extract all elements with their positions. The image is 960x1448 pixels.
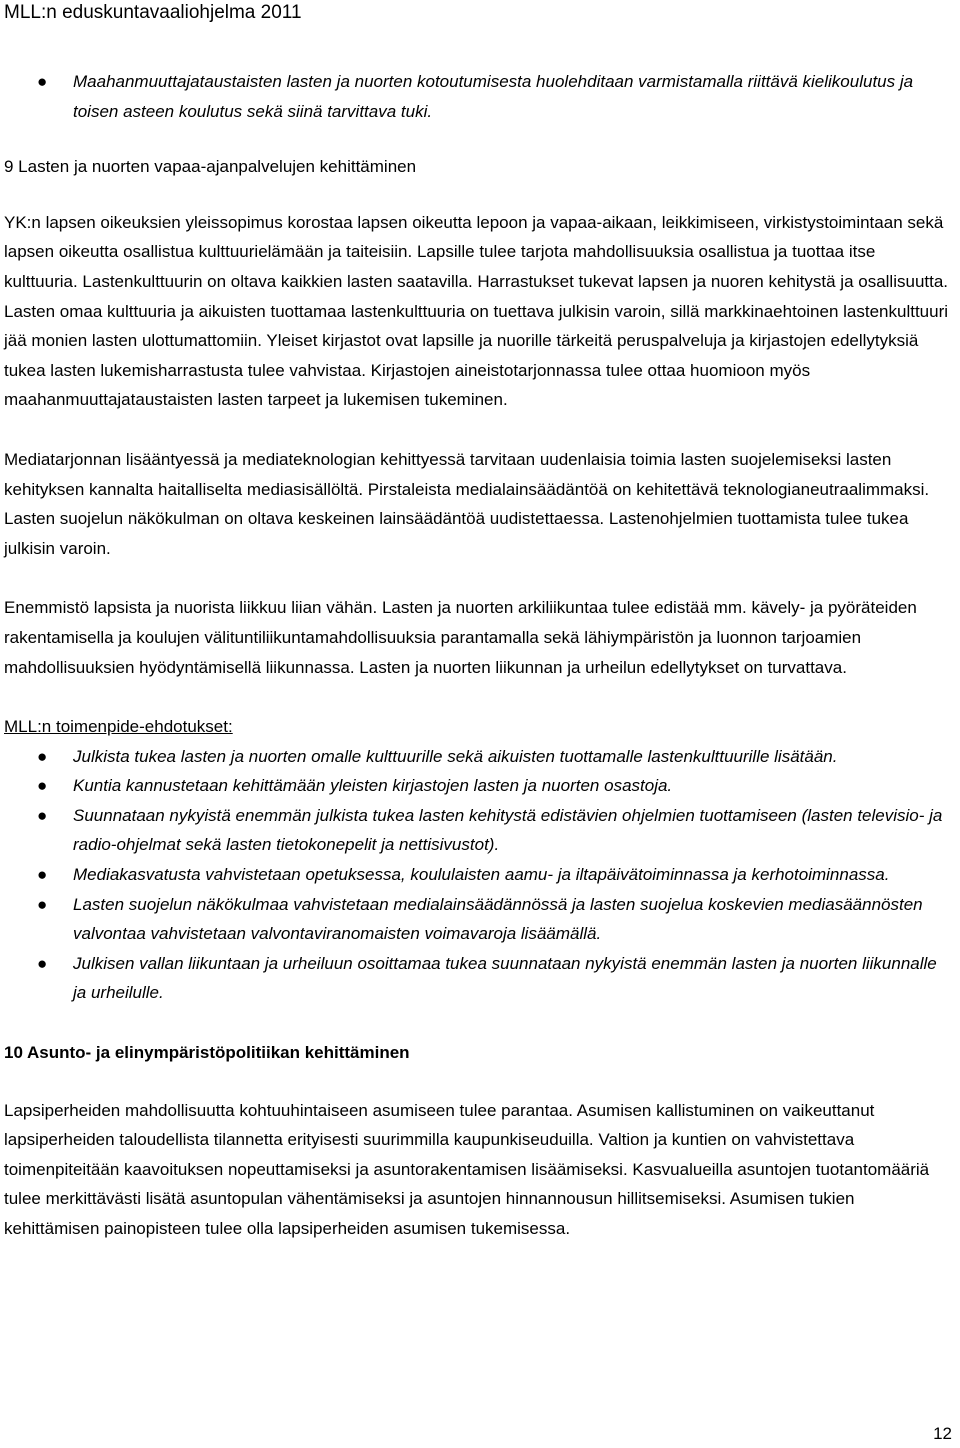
list-item [4, 949, 952, 1008]
document-body [4, 67, 952, 1244]
list-item-text: Suunnataan nykyistä enemmän julkista tukea lasten kehitystä edistävien ohjelmien tuottamiseen (lasten televisio- ja radio-ohjelmat sekä lasten tietokonepelit ja nettisivustot). [73, 805, 943, 855]
list-item-text: Mediakasvatusta vahvistetaan opetuksessa, koululaisten aamu- ja iltapäivätoiminnassa ja kerhotoiminnassa. [73, 865, 890, 885]
top-bullet-list [4, 67, 952, 126]
proposals-label: MLL:n toimenpide-ehdotukset: [4, 717, 233, 737]
section-heading-9: 9 Lasten ja nuorten vapaa-ajanpalvelujen kehittäminen [4, 157, 417, 177]
bullet-icon: ● [37, 953, 48, 973]
list-item-text: Julkisen vallan liikuntaan ja urheiluun osoittamaa tukea suunnataan nykyistä enemmän lasten ja nuorten liikunnalle ja urheilulle. [73, 953, 937, 1003]
list-item-text: Lasten suojelun näkökulmaa vahvistetaan medialainsäädännössä ja lasten suojelua koskevien mediasäännösten valvontaa vahvistetaan valvontaviranomaisten voimavaroja lisäämällä. [73, 894, 923, 944]
list-item [4, 742, 952, 772]
page-number: 12 [933, 1424, 952, 1443]
paragraph: Mediatarjonnan lisääntyessä ja mediateknologian kehittyessä tarvitaan uudenlaisia toimia lasten suojelemiseksi lasten kehityksen kannalta haitalliselta mediasisällöltä. Pirstaleista medialainsäädäntöä on kehitettävä teknologianeutraalimmaksi. Lasten suojelun näkökulman on oltava keskeinen lainsäädäntöä uudistettaessa. Lastenohjelmien tuottamista tulee tukea julkisin varoin. [4, 449, 930, 558]
list-item [4, 890, 952, 949]
bullet-icon: ● [37, 805, 48, 825]
paragraph: Lapsiperheiden mahdollisuutta kohtuuhintaiseen asumiseen tulee parantaa. Asumisen kallistuminen on vaikeuttanut lapsiperheiden taloudellista tilannetta erityisesti suurimmilla kaupunkiseuduilla. Valtion ja kuntien on vahvistettava toimenpiteitään kaavoituksen nopeuttamiseksi ja asuntorakentamisen lisäämiseksi. Kasvualueilla asuntojen tuotantomääriä tulee merkittävästi lisätä asuntopulan vähentämiseksi ja asuntojen hinnannousun hillitsemiseksi. Asumisen tukien kehittämisen painopisteen tulee olla lapsiperheiden asumisen tukemisessa. [4, 1100, 930, 1238]
bullet-icon: ● [37, 746, 48, 766]
list-item-text: Maahanmuuttajataustaisten lasten ja nuorten kotoutumisesta huolehditaan varmistamalla riittävä kielikoulutus ja toisen asteen koulutus sekä siinä tarvittava tuki. [73, 72, 914, 121]
list-item [4, 67, 952, 126]
proposals-list [4, 742, 952, 1008]
list-item [4, 771, 952, 801]
paragraph: YK:n lapsen oikeuksien yleissopimus korostaa lapsen oikeutta lepoon ja vapaa-aikaan, leikkimiseen, virkistystoimintaan sekä lapsen oikeutta osallistua kulttuurielämään ja taiteisiin. Lapsille tulee tarjota mahdollisuuksia osallistua ja tuottaa itse kulttuuria. Lastenkulttuurin on oltava kaikkien lasten saatavilla. Harrastukset tukevat lapsen ja nuoren kehitystä ja osallisuutta. Lasten omaa kulttuuria ja aikuisten tuottamaa lastenkulttuuria on tuettava julkisin varoin, sillä markkinaehtoinen lastenkulttuuri jää monien lasten ulottumattomiin. Yleiset kirjastot ovat lapsille ja nuorille tärkeitä peruspalveluja ja kirjastojen edellytyksiä tukea lasten lukemisharrastusta tulee vahvistaa. Kirjastojen aineistotarjonnassa tulee ottaa huomioon myös maahanmuuttajataustaisten lasten tarpeet ja lukemisen tukeminen. [4, 212, 949, 410]
list-item-text: Kuntia kannustetaan kehittämään yleisten kirjastojen lasten ja nuorten osastoja. [73, 776, 673, 796]
list-item [4, 860, 952, 890]
paragraph: Enemmistö lapsista ja nuorista liikkuu liian vähän. Lasten ja nuorten arkiliikuntaa tulee edistää mm. kävely- ja pyöräteiden rakentamisella ja koulujen välituntiliikuntamahdollisuuksia parantamalla sekä lähiympäristön ja luonnon tarjoamien mahdollisuuksien hyödyntämisellä liikunnassa. Lasten ja nuorten liikunnan ja urheilun edellytykset on turvattava. [4, 598, 917, 677]
document-header: MLL:n eduskuntavaaliohjelma 2011 [4, 2, 302, 23]
bullet-icon: ● [37, 776, 48, 796]
bullet-icon: ● [37, 894, 48, 914]
section-heading-10: 10 Asunto- ja elinympäristöpolitiikan kehittäminen [4, 1043, 410, 1063]
bullet-icon: ● [37, 72, 48, 91]
list-item-text: Julkista tukea lasten ja nuorten omalle kulttuurille sekä aikuisten tuottamalle lastenkulttuurille lisätään. [73, 746, 838, 766]
bullet-icon: ● [37, 865, 48, 885]
list-item [4, 801, 952, 860]
